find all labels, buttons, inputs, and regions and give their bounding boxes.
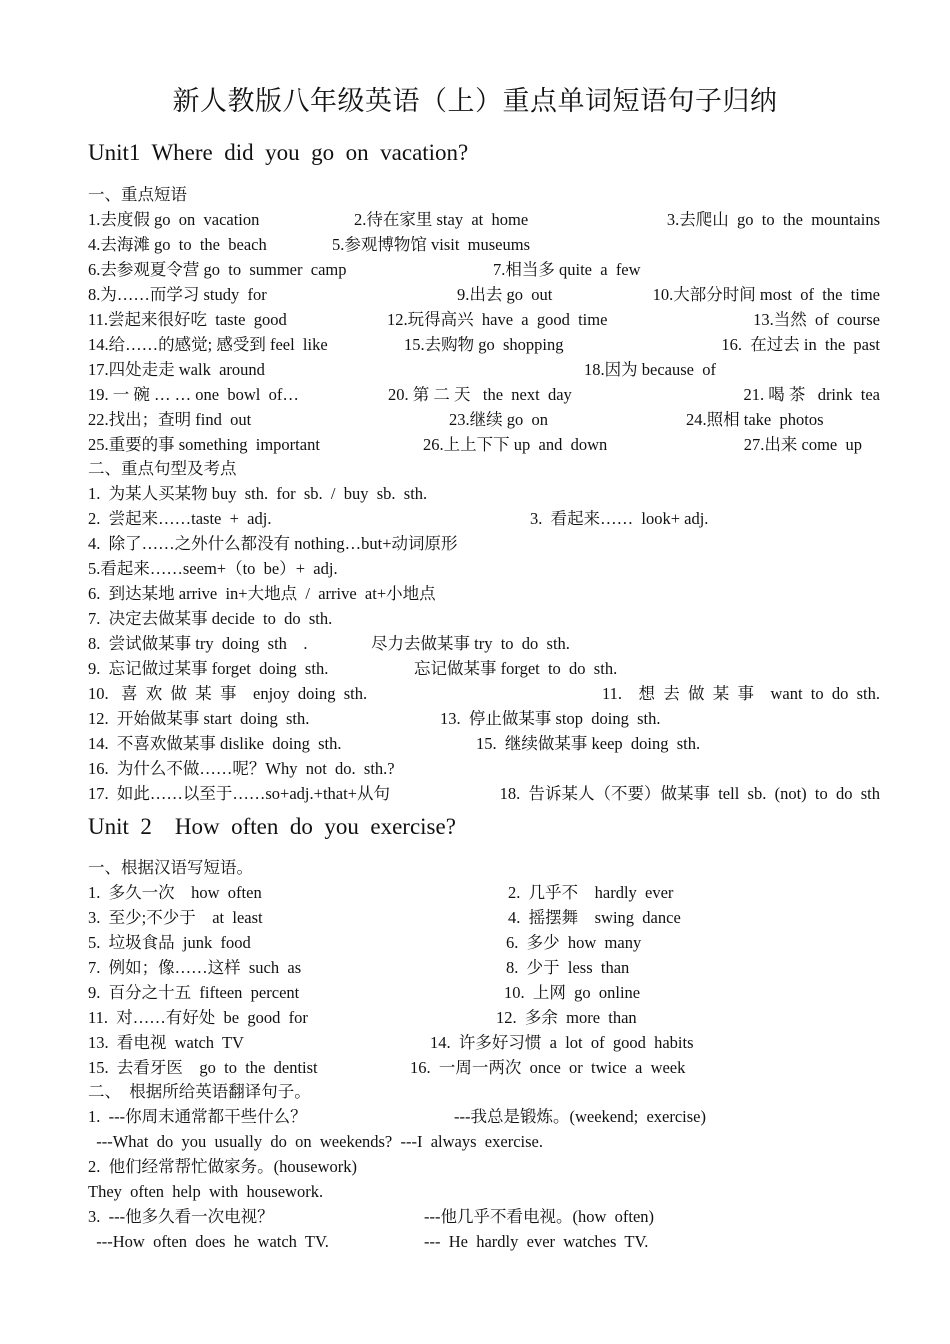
question-text: 1. ---你周末通常都干些什么？	[88, 1107, 307, 1126]
unit1-section1-heading: 一、重点短语	[88, 185, 187, 204]
phrase-item: 2. 几乎不 hardly ever	[508, 883, 674, 902]
unit2-section2-heading: 二、 根据所给英语翻译句子。	[88, 1082, 311, 1101]
phrase-item: 4. 摇摆舞 swing dance	[508, 908, 681, 927]
phrase-item: 7.相当多 quite a few	[493, 260, 641, 279]
pattern-item: 忘记做某事 forget to do sth.	[414, 659, 618, 678]
phrase-item: 26.上上下下 up and down	[423, 435, 608, 454]
phrase-item: 20. 第 二 天 the next day	[388, 385, 572, 404]
phrase-item: 5.参观博物馆 visit museums	[332, 235, 531, 254]
pattern-item: 7. 决定去做某事 decide to do sth.	[88, 609, 333, 628]
pattern-item: 10. 喜 欢 做 某 事 enjoy doing sth.	[88, 684, 368, 703]
phrase-item: 5. 垃圾食品 junk food	[88, 933, 251, 952]
phrase-item: 8.为……而学习 study for	[88, 285, 267, 304]
phrase-item: 2.待在家里 stay at home	[354, 210, 529, 229]
phrase-item: 24.照相 take photos	[686, 410, 824, 429]
unit2-phrase-row	[88, 930, 880, 955]
unit1-phrase-row	[88, 257, 880, 282]
phrase-item: 11. 对……有好处 be good for	[88, 1008, 308, 1027]
phrase-item: 15.去购物 go shopping	[404, 335, 564, 354]
unit2-phrase-row	[88, 980, 880, 1005]
phrase-item: 25.重要的事 something important	[88, 435, 320, 454]
phrase-item: 9. 百分之十五 fifteen percent	[88, 983, 300, 1002]
phrase-item: 6.去参观夏令营 go to summer camp	[88, 260, 347, 279]
unit2-sentence-row	[88, 1104, 880, 1129]
phrase-item: 6. 多少 how many	[506, 933, 642, 952]
phrase-item: 12.玩得高兴 have a good time	[387, 310, 608, 329]
unit1-phrase-row	[88, 332, 880, 357]
pattern-item: 5.看起来……seem+（to be）+ adj.	[88, 559, 338, 578]
pattern-item: 6. 到达某地 arrive in+大地点 / arrive at+小地点	[88, 584, 436, 603]
phrase-item: 16. 在过去 in the past	[721, 335, 880, 354]
unit2-phrase-row	[88, 905, 880, 930]
question-text: ---他几乎不看电视。(how often)	[424, 1207, 655, 1226]
phrase-item: 1. 多久一次 how often	[88, 883, 262, 902]
unit2-sentence-row	[88, 1204, 880, 1229]
phrase-item: 12. 多余 more than	[496, 1008, 637, 1027]
phrase-item: 14. 许多好习惯 a lot of good habits	[430, 1033, 694, 1052]
unit1-pattern-row	[88, 781, 880, 806]
phrase-item: 13. 看电视 watch TV	[88, 1033, 244, 1052]
question-text: 3. ---他多久看一次电视？	[88, 1207, 274, 1226]
pattern-item: 18. 告诉某人（不要）做某事 tell sb. (not) to do sth	[499, 784, 880, 803]
unit1-section2-heading: 二、重点句型及考点	[88, 459, 237, 478]
pattern-item: 14. 不喜欢做某事 dislike doing sth.	[88, 734, 342, 753]
unit1-phrase-row	[88, 382, 880, 407]
phrase-item: 19. 一 碗 … … one bowl of…	[88, 385, 299, 404]
unit1-pattern-row	[88, 681, 880, 706]
unit2-heading: Unit 2 How often do you exercise?	[88, 814, 456, 839]
pattern-item: 16. 为什么不做……呢？Why not do. sth.?	[88, 759, 395, 778]
unit2-phrase-row	[88, 880, 880, 905]
phrase-item: 21. 喝 茶 drink tea	[743, 385, 880, 404]
phrase-item: 11.尝起来很好吃 taste good	[88, 310, 287, 329]
pattern-item: 9. 忘记做过某事 forget doing sth.	[88, 659, 329, 678]
pattern-item: 3. 看起来…… look+ adj.	[530, 509, 709, 528]
question-text: ---我总是锻炼。(weekend; exercise)	[454, 1107, 706, 1126]
unit1-phrase-row	[88, 282, 880, 307]
phrase-item: 16. 一周一两次 once or twice a week	[410, 1058, 686, 1077]
unit1-phrase-row	[88, 357, 880, 382]
unit1-pattern-row	[88, 731, 880, 756]
phrase-item: 7. 例如；像……这样 such as	[88, 958, 302, 977]
pattern-item: 15. 继续做某事 keep doing sth.	[476, 734, 701, 753]
pattern-item: 12. 开始做某事 start doing sth.	[88, 709, 310, 728]
unit1-phrase-row	[88, 207, 880, 232]
answer-text: ---How often does he watch TV.	[88, 1232, 329, 1251]
pattern-item: 11. 想 去 做 某 事 want to do sth.	[601, 684, 880, 703]
answer-text: --- He hardly ever watches TV.	[424, 1232, 649, 1251]
phrase-item: 18.因为 because of	[584, 360, 716, 379]
phrase-item: 4.去海滩 go to the beach	[88, 235, 267, 254]
phrase-item: 8. 少于 less than	[506, 958, 630, 977]
phrase-item: 17.四处走走 walk around	[88, 360, 265, 379]
unit1-heading: Unit1 Where did you go on vacation?	[88, 140, 469, 165]
phrase-item: 10.大部分时间 most of the time	[652, 285, 880, 304]
phrase-item: 27.出来 come up	[743, 435, 862, 454]
pattern-item: 2. 尝起来……taste + adj.	[88, 509, 272, 528]
pattern-item: 17. 如此……以至于……so+adj.+that+从句	[88, 784, 390, 803]
unit2-sentence-row	[88, 1229, 880, 1254]
phrase-item: 1.去度假 go on vacation	[88, 210, 260, 229]
pattern-item: 1. 为某人买某物 buy sth. for sb. / buy sb. sth.	[88, 484, 428, 503]
unit2-phrase-row	[88, 1005, 880, 1030]
unit1-pattern-row	[88, 656, 880, 681]
pattern-item: 8. 尝试做某事 try doing sth .	[88, 634, 308, 653]
pattern-item: 13. 停止做某事 stop doing sth.	[440, 709, 661, 728]
phrase-item: 3.去爬山 go to the mountains	[666, 210, 880, 229]
phrase-item: 15. 去看牙医 go to the dentist	[88, 1058, 318, 1077]
unit1-phrase-row	[88, 307, 880, 332]
phrase-item: 3. 至少;不少于 at least	[88, 908, 263, 927]
unit2-phrase-row	[88, 1055, 880, 1080]
unit1-pattern-row	[88, 631, 880, 656]
unit2-phrase-row	[88, 955, 880, 980]
unit2-section1-heading: 一、根据汉语写短语。	[88, 858, 253, 877]
pattern-item: 尽力去做某事 try to do sth.	[371, 634, 570, 653]
pattern-item: 4. 除了……之外什么都没有 nothing…but+动词原形	[88, 534, 458, 553]
document-title: 新人教版八年级英语（上）重点单词短语句子归纳	[172, 86, 778, 116]
phrase-item: 14.给……的感觉; 感受到 feel like	[88, 335, 328, 354]
phrase-item: 9.出去 go out	[457, 285, 553, 304]
unit1-phrase-row	[88, 407, 880, 432]
phrase-item: 10. 上网 go online	[504, 983, 641, 1002]
unit2-phrase-row	[88, 1030, 880, 1055]
answer-text: ---What do you usually do on weekends? ---I always exercise.	[88, 1132, 543, 1151]
question-text: 2. 他们经常帮忙做家务。(housework)	[88, 1157, 358, 1176]
phrase-item: 23.继续 go on	[449, 410, 548, 429]
unit1-pattern-row	[88, 506, 880, 531]
unit1-pattern-row	[88, 706, 880, 731]
phrase-item: 13.当然 of course	[753, 310, 880, 329]
answer-text: They often help with housework.	[88, 1182, 324, 1201]
phrase-item: 22.找出；查明 find out	[88, 410, 252, 429]
unit1-phrase-row	[88, 232, 880, 257]
unit1-phrase-row	[88, 432, 880, 457]
